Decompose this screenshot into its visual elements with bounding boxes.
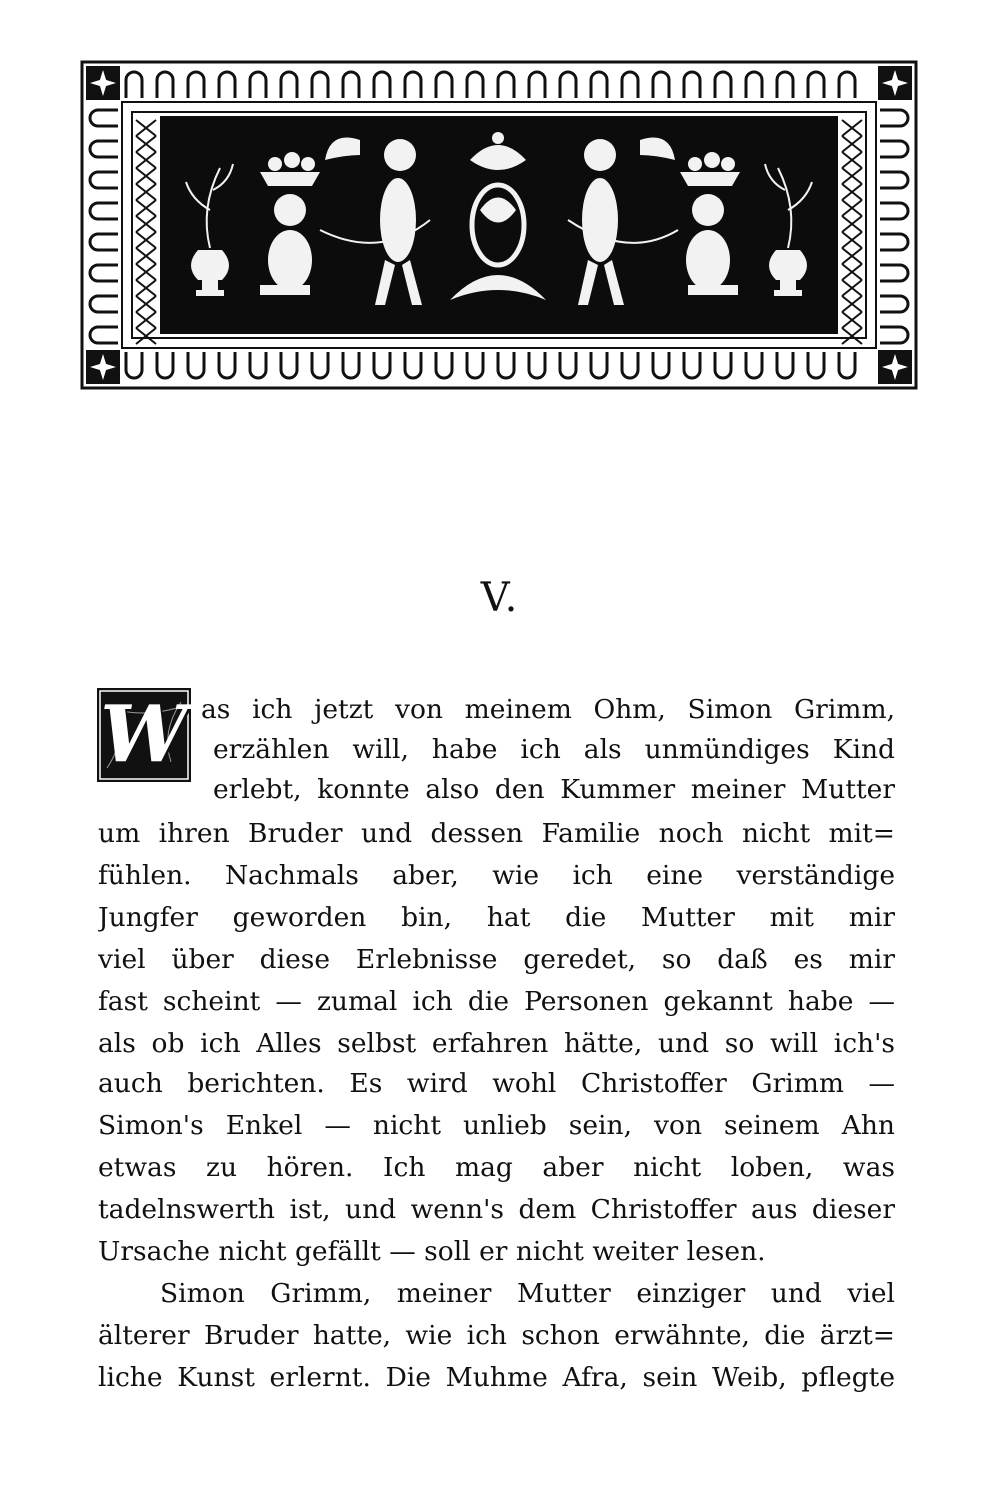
text-line: auch berichten. Es wird wohl Christoffer Grimm — xyxy=(98,1068,895,1099)
text-line: liche Kunst erlernt. Die Muhme Afra, sein Weib, pflegte xyxy=(98,1362,895,1393)
drop-cap-letter: W xyxy=(100,689,188,780)
text-line: tadelnswerth ist, und wenn's dem Christoffer aus dieser xyxy=(98,1194,895,1225)
text-line: erlebt, konnte also den Kummer meiner Mutter xyxy=(213,774,895,805)
ornamental-headpiece xyxy=(80,60,918,390)
drop-cap-initial xyxy=(97,688,191,782)
text-line: as ich jetzt von meinem Ohm, Simon Grimm, xyxy=(201,694,895,725)
text-line: fast scheint — zumal ich die Personen gekannt habe — xyxy=(98,986,895,1017)
text-line: erzählen will, habe ich als unmündiges Kind xyxy=(213,734,895,765)
text-line: Simon Grimm, meiner Mutter einziger und viel xyxy=(160,1278,895,1309)
text-line: älterer Bruder hatte, wie ich schon erwähnte, die ärzt= xyxy=(98,1320,895,1351)
text-line: Simon's Enkel — nicht unlieb sein, von seinem Ahn xyxy=(98,1110,895,1141)
text-line: Ursache nicht gefällt — soll er nicht weiter lesen. xyxy=(98,1236,766,1267)
text-line: fühlen. Nachmals aber, wie ich eine verständige xyxy=(98,860,895,891)
text-line: um ihren Bruder und dessen Familie noch nicht mit= xyxy=(98,818,895,849)
text-line: Jungfer geworden bin, hat die Mutter mit mir xyxy=(98,902,895,933)
text-line: als ob ich Alles selbst erfahren hätte, und so will ich's xyxy=(98,1028,895,1059)
text-line: viel über diese Erlebnisse geredet, so daß es mir xyxy=(98,944,895,975)
chapter-number: V. xyxy=(480,575,520,621)
text-line: etwas zu hören. Ich mag aber nicht loben, was xyxy=(98,1152,895,1183)
